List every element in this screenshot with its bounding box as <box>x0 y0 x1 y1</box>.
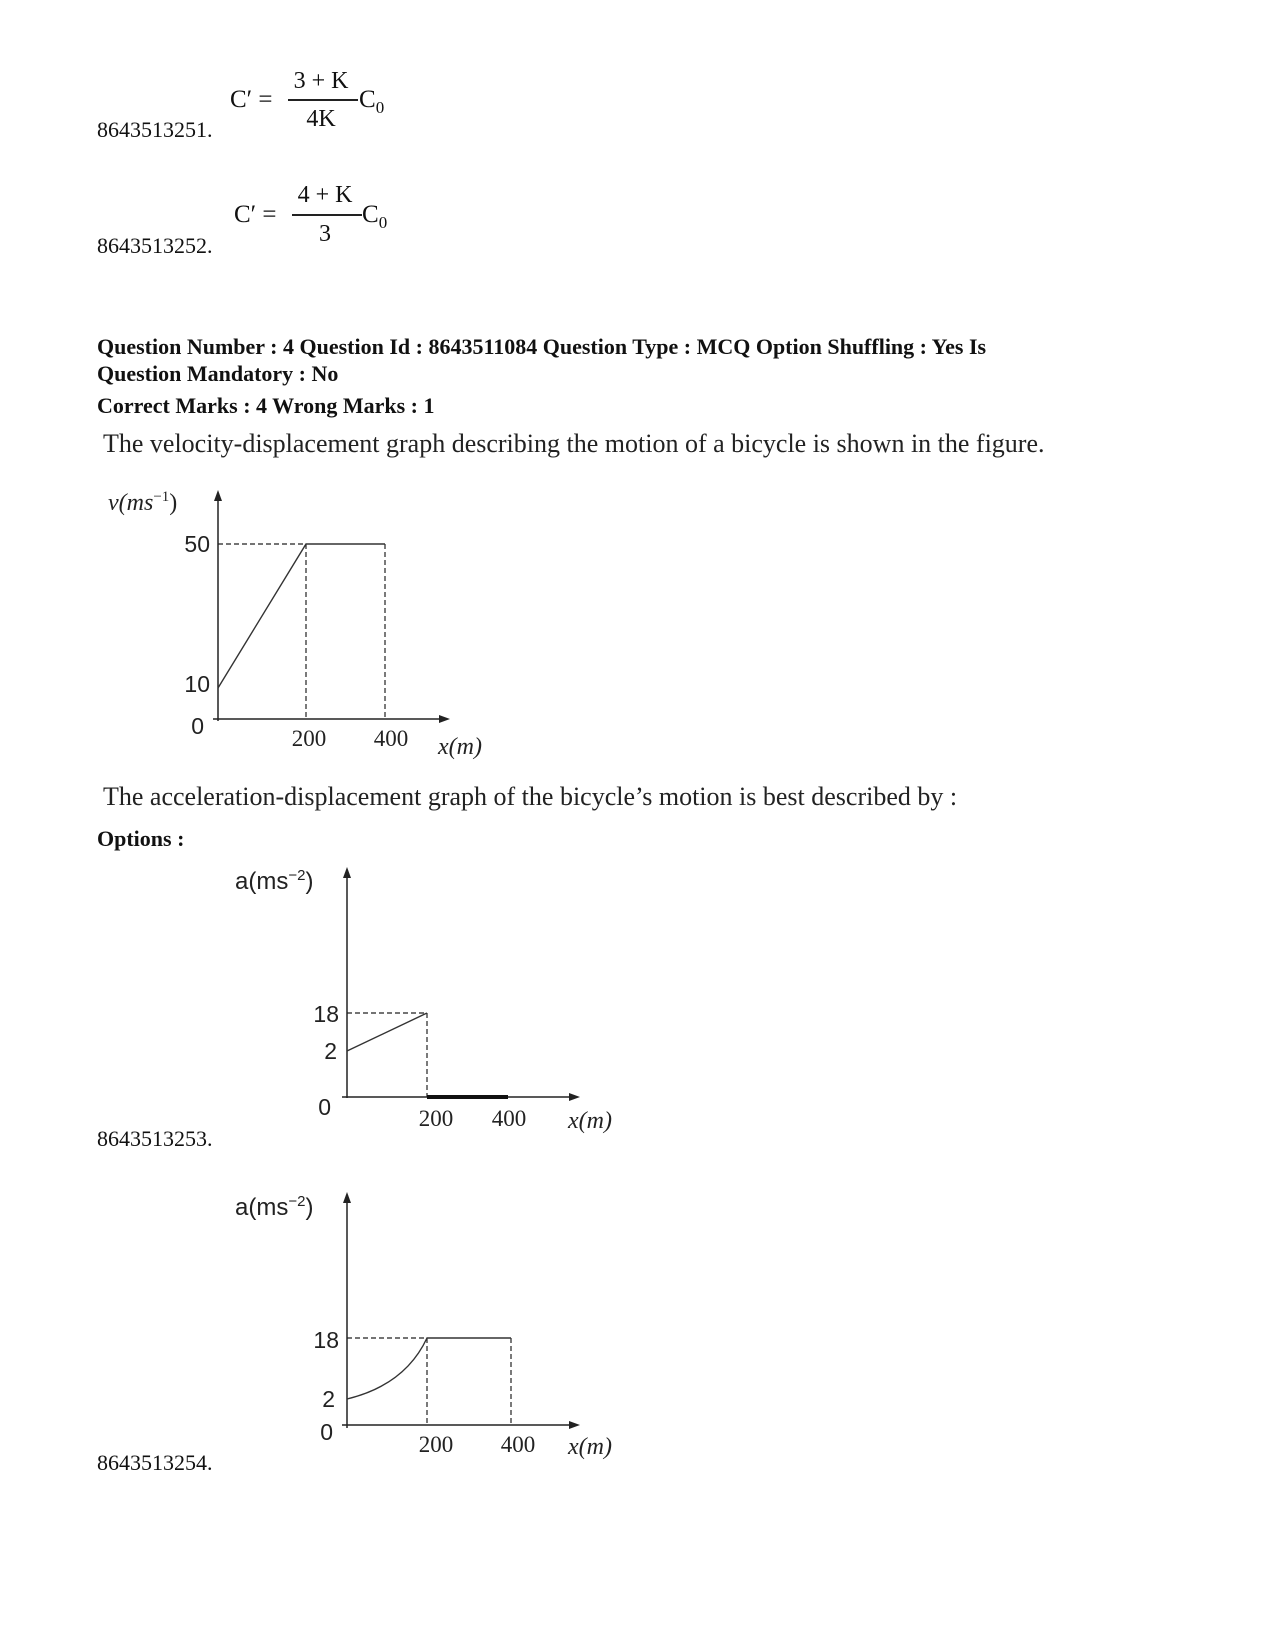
question-meta-line2: Question Mandatory : No <box>97 361 339 386</box>
velocity-displacement-chart <box>100 480 520 780</box>
x-tick-label: 200 <box>418 1106 454 1131</box>
y-axis-arrow <box>214 490 222 501</box>
acceleration-chart-option-1 <box>230 855 650 1155</box>
formula-denominator: 4K <box>306 106 336 132</box>
y-tick-label: 10 <box>184 671 210 697</box>
formula-suffix: $C_0$ <box>362 201 388 232</box>
x-axis-arrow <box>569 1093 580 1101</box>
y-axis-arrow <box>343 867 351 878</box>
y-tick-label: 0 <box>191 713 204 739</box>
x-axis-arrow <box>439 715 450 723</box>
formula-lhs: C′ = <box>230 86 273 113</box>
formula-suffix: $C_0$ <box>359 86 385 117</box>
formula-numerator: 4 + K <box>297 182 353 208</box>
fraction-bar <box>292 214 362 216</box>
x-tick-label: 200 <box>291 726 327 751</box>
y-tick-label: 2 <box>324 1038 337 1064</box>
x-tick-label: 400 <box>500 1432 536 1457</box>
question-meta-line1: Question Number : 4 Question Id : 8643511084 Question Type : MCQ Option Shuffling : Yes Is <box>97 334 987 359</box>
y-axis-arrow <box>343 1192 351 1203</box>
acceleration-curve <box>347 1338 511 1399</box>
acceleration-line <box>347 1013 427 1051</box>
question-stem: The velocity-displacement graph describing the motion of a bicycle is shown in the figure. <box>103 429 1045 458</box>
y-tick-label: 2 <box>322 1386 335 1412</box>
y-tick-label: 18 <box>313 1001 339 1027</box>
y-tick-label: 0 <box>318 1094 331 1120</box>
formula-denominator: 3 <box>319 221 331 247</box>
velocity-line <box>218 544 385 688</box>
question-prompt: The acceleration-displacement graph of the bicycle’s motion is best described by : <box>103 782 958 811</box>
x-tick-label: 400 <box>373 726 409 751</box>
formula-lhs: C′ = <box>234 201 277 228</box>
option-id: 8643513253. <box>97 1126 213 1151</box>
x-axis-label: x(m) <box>568 1108 612 1134</box>
y-tick-label: 0 <box>320 1419 333 1445</box>
x-axis-label: x(m) <box>438 734 482 760</box>
options-label: Options : <box>97 826 185 851</box>
x-axis-arrow <box>569 1421 580 1429</box>
y-axis-label: $a(ms^{-2})$ <box>235 1193 314 1221</box>
y-axis-label: $v(ms^{-1})$ <box>108 489 178 516</box>
y-axis-label: $a(ms^{-2})$ <box>235 867 314 895</box>
x-tick-label: 200 <box>418 1432 454 1457</box>
acceleration-chart-option-2 <box>230 1180 650 1480</box>
option-id: 8643513254. <box>97 1450 213 1475</box>
formula-numerator: 3 + K <box>293 68 349 94</box>
x-axis-label: x(m) <box>568 1434 612 1460</box>
x-tick-label: 400 <box>491 1106 527 1131</box>
option-id: 8643513252. <box>97 233 213 258</box>
y-tick-label: 18 <box>313 1327 339 1353</box>
question-marks: Correct Marks : 4 Wrong Marks : 1 <box>97 393 435 418</box>
option-id: 8643513251. <box>97 117 213 142</box>
fraction-bar <box>288 99 358 101</box>
y-tick-label: 50 <box>184 531 210 557</box>
